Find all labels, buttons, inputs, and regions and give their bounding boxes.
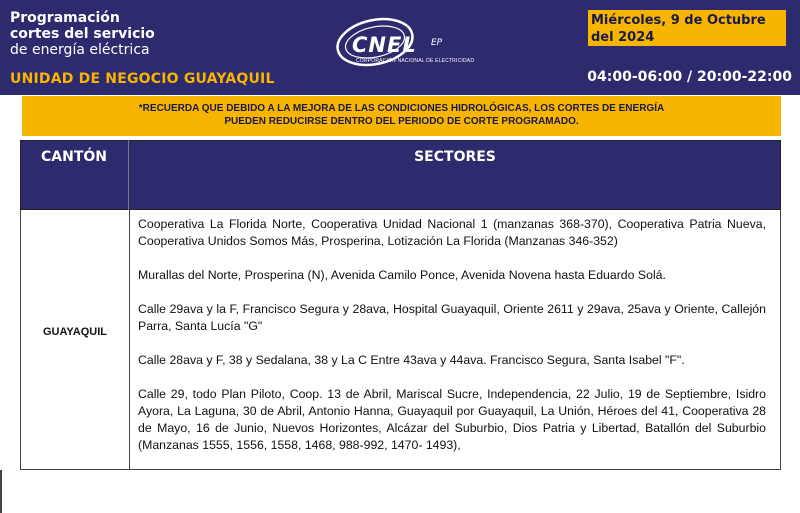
logo-subtitle: CORPORACIÓN NACIONAL DE ELECTRICIDAD (356, 58, 475, 64)
page-border-line (0, 470, 2, 513)
time-range: 04:00-06:00 / 20:00-22:00 (587, 69, 792, 85)
canton-cell (20, 210, 130, 470)
logo-text: CNEL (352, 33, 417, 57)
title-line-3: de energía eléctrica (10, 42, 150, 58)
column-header-canton: CANTÓN (20, 140, 129, 210)
sector-paragraph: Calle 29, todo Plan Piloto, Coop. 13 de Abril, Mariscal Sucre, Independencia, 22 Julio, 19 de Septiembre, Isidro Ayora, La Laguna, 30 de Abril, Antonio Hanna, Guayaquil por Guayaquil, La Unión, Héroes del 41, Cooperativa 28 de Mayo, 16 de Junio, Nuevos Horizontes, Alcázar del Suburbio, Dios Patria y Libertad, Batallón del Suburbio (Manzanas 1555, 1556, 1558, 1468, 988-992, 1470- 1493), (138, 387, 766, 452)
business-unit: UNIDAD DE NEGOCIO GUAYAQUIL (10, 71, 275, 87)
sector-paragraph: Murallas del Norte, Prosperina (N), Avenida Camilo Ponce, Avenida Novena hasta Eduardo Solá. (138, 268, 666, 282)
logo-ep: EP (431, 38, 443, 48)
column-header-sectores: SECTORES (414, 149, 496, 165)
sectors-list (138, 216, 766, 471)
sector-paragraph: Cooperativa La Florida Norte, Cooperativa Unidad Nacional 1 (manzanas 368-370), Cooperativa Patria Nueva, Cooperativa Unidos Somos Más, Prosperina, Lotización La Florida (Manzanas 346-352) (138, 217, 766, 248)
notice-line-2: PUEDEN REDUCIRSE DENTRO DEL PERIODO DE CORTE PROGRAMADO. (224, 116, 579, 127)
canton-name: GUAYAQUIL (43, 326, 107, 338)
title-line-1: Programación (10, 10, 120, 26)
notice-banner (22, 96, 781, 136)
sector-paragraph: Calle 28ava y F, 38 y Sedalana, 38 y La C Entre 43ava y 44ava. Francisco Segura, Santa Isabel "F". (138, 353, 685, 367)
notice-line-1: *RECUERDA QUE DEBIDO A LA MEJORA DE LAS CONDICIONES HIDROLÓGICAS, LOS CORTES DE ENERGÍA (138, 103, 665, 114)
date-badge: Miércoles, 9 de Octubre del 2024 (588, 10, 786, 46)
title-line-2: cortes del servicio (10, 26, 155, 42)
sector-paragraph: Calle 29ava y la F, Francisco Segura y 28ava, Hospital Guayaquil, Oriente 2611 y 29ava, 25ava y Oriente, Callejón Parra, Santa Lucía "G" (138, 302, 766, 333)
page-title (10, 10, 155, 58)
